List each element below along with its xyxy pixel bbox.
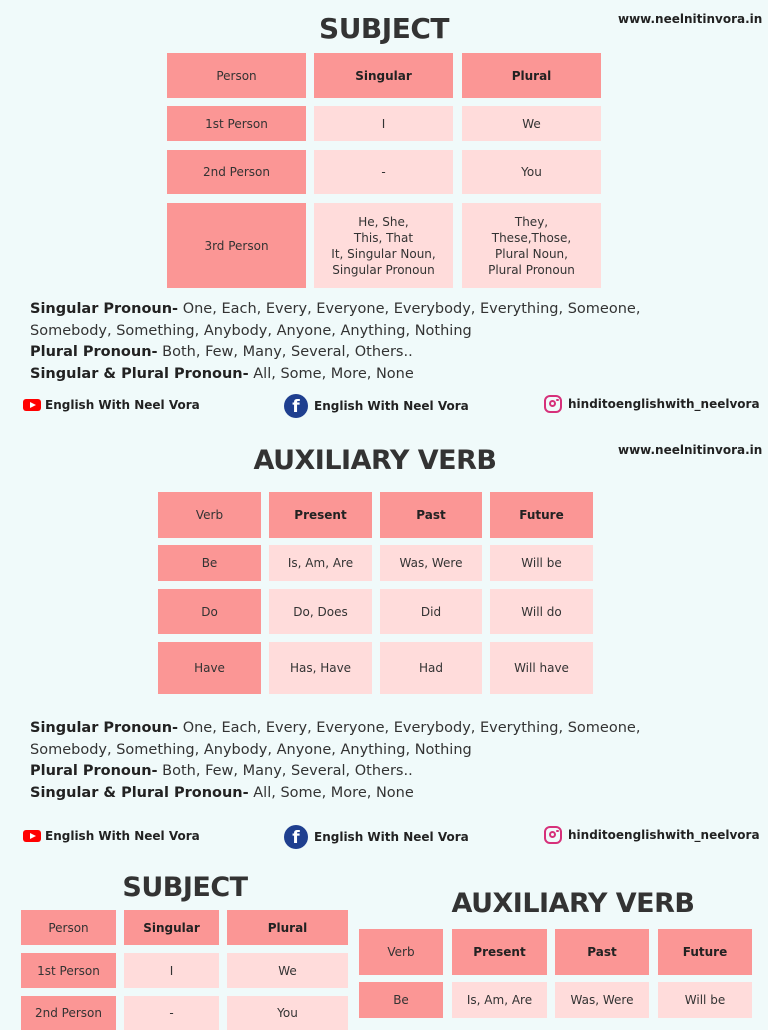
row-1-singular: I <box>314 106 453 141</box>
row-1-person: 1st Person <box>167 106 306 141</box>
both-pronoun-label: Singular & Plural Pronoun- <box>30 784 249 801</box>
singular-pronoun-label: Singular Pronoun- <box>30 720 179 736</box>
aux-row-be-future: Will be <box>658 982 752 1018</box>
row-1-singular: I <box>124 953 219 988</box>
aux-row-be-verb: Be <box>158 545 261 581</box>
row-3-singular: He, She, This, That It, Singular Noun, Singular Pronoun <box>314 203 453 288</box>
facebook-label: English With Neel Vora <box>314 399 469 413</box>
auxiliary-title-small: AUXILIARY VERB <box>451 888 695 919</box>
aux-header-present: Present <box>452 929 547 975</box>
aux-row-have-past: Had <box>380 642 482 694</box>
aux-row-be-past: Was, Were <box>380 545 482 581</box>
facebook-icon: f <box>284 825 308 849</box>
aux-row-have-present: Has, Have <box>269 642 372 694</box>
instagram-icon <box>544 826 562 844</box>
facebook-link-2[interactable] <box>284 825 469 849</box>
row-1-plural: We <box>227 953 348 988</box>
aux-header-future: Future <box>658 929 752 975</box>
aux-row-be-present: Is, Am, Are <box>452 982 547 1018</box>
facebook-icon: f <box>284 394 308 418</box>
row-2-person: 2nd Person <box>21 996 116 1030</box>
row-2-singular: - <box>314 150 453 194</box>
row-3-plural: They, These,Those, Plural Noun, Plural Pronoun <box>462 203 601 288</box>
row-2-plural: You <box>462 150 601 194</box>
aux-row-have-verb: Have <box>158 642 261 694</box>
aux-row-do-present: Do, Does <box>269 589 372 634</box>
aux-row-do-future: Will do <box>490 589 593 634</box>
instagram-label: hinditoenglishwith_neelvora <box>568 828 760 842</box>
youtube-label: English With Neel Vora <box>45 829 200 843</box>
header-person: Person <box>167 53 306 98</box>
aux-header-future: Future <box>490 492 593 538</box>
website-url-2[interactable]: www.neelnitinvora.in <box>618 443 763 457</box>
instagram-label: hinditoenglishwith_neelvora <box>568 397 760 411</box>
facebook-label: English With Neel Vora <box>314 830 469 844</box>
header-singular: Singular <box>314 53 453 98</box>
aux-row-have-future: Will have <box>490 642 593 694</box>
facebook-link[interactable] <box>284 394 469 418</box>
both-pronoun-label: Singular & Plural Pronoun- <box>30 365 249 382</box>
aux-header-past: Past <box>555 929 649 975</box>
youtube-label: English With Neel Vora <box>45 398 200 412</box>
both-pronoun-text: All, Some, More, None <box>248 784 414 801</box>
header-singular: Singular <box>124 910 219 945</box>
aux-row-be-past: Was, Were <box>555 982 649 1018</box>
header-person: Person <box>21 910 116 945</box>
plural-pronoun-text: Both, Few, Many, Several, Others.. <box>157 344 413 360</box>
singular-pronoun-text-cont: Somebody, Something, Anybody, Anyone, Anything, Nothing <box>30 741 472 758</box>
singular-pronoun-text: One, Each, Every, Everyone, Everybody, Everything, Someone, <box>178 301 641 317</box>
aux-row-be-future: Will be <box>490 545 593 581</box>
pronoun-notes-2 <box>30 718 640 804</box>
singular-pronoun-text-cont: Somebody, Something, Anybody, Anyone, Anything, Nothing <box>30 322 472 339</box>
singular-pronoun-label: Singular Pronoun- <box>30 301 179 317</box>
singular-pronoun-text: One, Each, Every, Everyone, Everybody, Everything, Someone, <box>178 720 641 736</box>
row-2-singular: - <box>124 996 219 1030</box>
instagram-icon <box>544 395 562 413</box>
subject-title-small: SUBJECT <box>122 872 248 903</box>
website-url[interactable]: www.neelnitinvora.in <box>618 12 763 26</box>
plural-pronoun-text: Both, Few, Many, Several, Others.. <box>157 763 413 779</box>
row-1-plural: We <box>462 106 601 141</box>
youtube-link-2[interactable] <box>23 829 200 843</box>
aux-row-be-verb: Be <box>359 982 443 1018</box>
youtube-icon <box>23 399 41 411</box>
row-3-person: 3rd Person <box>167 203 306 288</box>
instagram-link-2[interactable] <box>544 826 760 844</box>
youtube-link[interactable] <box>23 398 200 412</box>
aux-row-be-present: Is, Am, Are <box>269 545 372 581</box>
instagram-link[interactable] <box>544 395 760 413</box>
row-1-person: 1st Person <box>21 953 116 988</box>
aux-row-do-verb: Do <box>158 589 261 634</box>
both-pronoun-text: All, Some, More, None <box>248 365 414 382</box>
aux-header-present: Present <box>269 492 372 538</box>
youtube-icon <box>23 830 41 842</box>
aux-header-verb: Verb <box>359 929 443 975</box>
row-2-plural: You <box>227 996 348 1030</box>
aux-header-past: Past <box>380 492 482 538</box>
plural-pronoun-label: Plural Pronoun- <box>30 344 158 360</box>
row-2-person: 2nd Person <box>167 150 306 194</box>
header-plural: Plural <box>227 910 348 945</box>
subject-title: SUBJECT <box>319 12 449 45</box>
aux-row-do-past: Did <box>380 589 482 634</box>
auxiliary-title: AUXILIARY VERB <box>253 445 497 476</box>
pronoun-notes <box>30 299 640 385</box>
header-plural: Plural <box>462 53 601 98</box>
plural-pronoun-label: Plural Pronoun- <box>30 763 158 779</box>
aux-header-verb: Verb <box>158 492 261 538</box>
